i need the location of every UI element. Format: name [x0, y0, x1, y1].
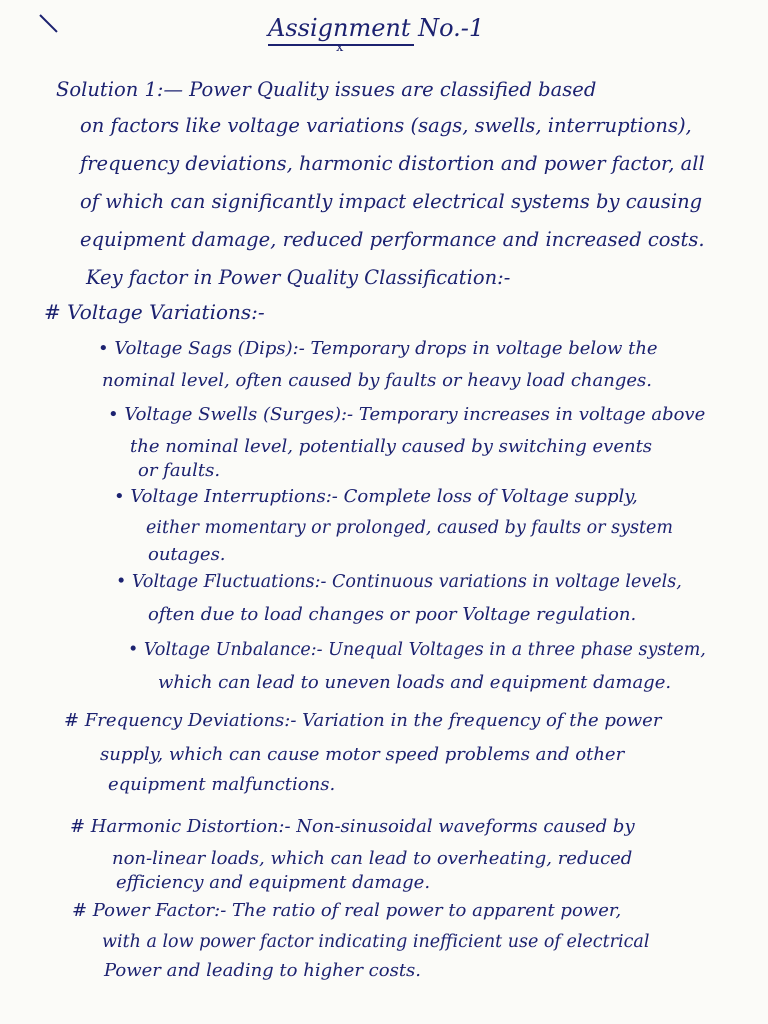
voltage-heading: # Voltage Variations:-: [44, 300, 265, 324]
harmonic-line: # Harmonic Distortion:- Non-sinusoidal waveforms caused by: [70, 816, 635, 837]
power-factor-line: # Power Factor:- The ratio of real power to apparent power,: [72, 900, 622, 921]
bullet-interruptions-line: outages.: [148, 544, 226, 565]
bullet-interruptions-line: • Voltage Interruptions:- Complete loss of Voltage supply,: [114, 486, 638, 507]
page-title: Assignment No.-1: [268, 14, 485, 42]
solution-line: on factors like voltage variations (sags, swells, interruptions),: [80, 114, 692, 137]
bullet-swells-line: or faults.: [138, 460, 221, 481]
frequency-line: # Frequency Deviations:- Variation in the frequency of the power: [64, 710, 662, 731]
key-factor-heading: Key factor in Power Quality Classification:-: [86, 266, 511, 289]
bullet-swells-line: the nominal level, potentially caused by switching events: [130, 436, 653, 457]
corner-stroke: [39, 14, 57, 32]
bullet-sags-line: nominal level, often caused by faults or heavy load changes.: [102, 370, 652, 391]
power-factor-line: with a low power factor indicating inefficient use of electrical: [102, 932, 650, 952]
bullet-unbalance-line: which can lead to uneven loads and equipment damage.: [158, 672, 672, 693]
solution-line: frequency deviations, harmonic distortion and power factor, all: [80, 152, 705, 175]
solution-line: Solution 1:— Power Quality issues are classified based: [56, 78, 597, 101]
bullet-fluctuations-line: • Voltage Fluctuations:- Continuous variations in voltage levels,: [116, 572, 682, 592]
frequency-line: equipment malfunctions.: [108, 774, 336, 795]
solution-line: of which can significantly impact electrical systems by causing: [80, 190, 703, 213]
bullet-swells-line: • Voltage Swells (Surges):- Temporary increases in voltage above: [108, 404, 706, 425]
bullet-fluctuations-line: often due to load changes or poor Voltage regulation.: [148, 604, 637, 625]
title-underline-mark: x: [336, 40, 344, 55]
bullet-sags-line: • Voltage Sags (Dips):- Temporary drops in voltage below the: [98, 338, 658, 359]
power-factor-line: Power and leading to higher costs.: [104, 960, 422, 981]
bullet-unbalance-line: • Voltage Unbalance:- Unequal Voltages in a three phase system,: [128, 640, 706, 660]
frequency-line: supply, which can cause motor speed problems and other: [100, 744, 625, 765]
harmonic-line: non-linear loads, which can lead to overheating, reduced: [112, 848, 633, 869]
bullet-interruptions-line: either momentary or prolonged, caused by faults or system: [146, 518, 673, 538]
harmonic-line: efficiency and equipment damage.: [116, 872, 431, 893]
solution-line: equipment damage, reduced performance and increased costs.: [80, 228, 705, 251]
